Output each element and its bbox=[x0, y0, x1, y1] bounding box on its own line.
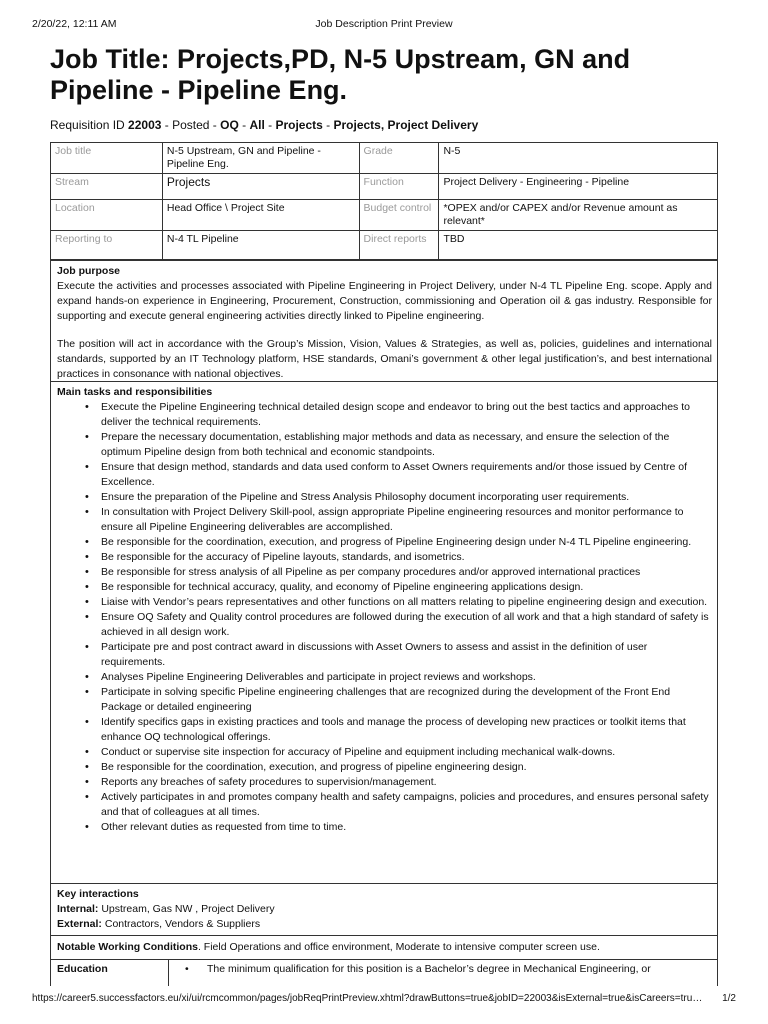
requisition-stream: Projects bbox=[275, 118, 323, 132]
task-item: • Be responsible for technical accuracy, quality, and economy of Pipeline engineering applications design. bbox=[81, 580, 712, 595]
grade-value: N-5 bbox=[439, 143, 718, 174]
internal-interactions bbox=[57, 902, 712, 917]
print-date: 2/20/22, 12:11 AM bbox=[32, 18, 117, 30]
task-item: • Be responsible for the accuracy of Pipeline layouts, standards, and isometrics. bbox=[81, 550, 712, 565]
task-item: • Analyses Pipeline Engineering Deliverables and participate in project reviews and workshops. bbox=[81, 670, 712, 685]
info-row bbox=[51, 174, 718, 200]
job-purpose-section bbox=[50, 260, 718, 382]
education-value: • The minimum qualification for this position is a Bachelor’s degree in Mechanical Engineering, or bbox=[207, 963, 651, 975]
budget-label: Budget control bbox=[359, 200, 439, 231]
job-purpose-paragraph: The position will act in accordance with the Group’s Mission, Vision, Values & Strategies, as well as, policies, guidelines and international standards, supported by an IT Technology platform, HSE standards, Omani’s government & other legal justification’s, and best international practices in consonance with national objectives. bbox=[57, 338, 712, 380]
task-item: • Participate pre and post contract award in discussions with Asset Owners to assess and assist in the definition of user requirements. bbox=[81, 640, 712, 670]
requisition-department: Projects, Project Delivery bbox=[333, 118, 479, 132]
internal-label: Internal: bbox=[57, 903, 99, 915]
stream-label: Stream bbox=[51, 174, 163, 200]
job-purpose-paragraph: Execute the activities and processes associated with Pipeline Engineering in Project Delivery, under N-4 TL Pipeline Eng. scope. Apply and expand hands-on experience in Engineering, Procurement, Construction, commissioning and Operation oil & gas industry. Responsible for supporting and execute general engineering activities directly linked to Pipeline engineering. bbox=[57, 280, 712, 322]
page-url: https://career5.successfactors.eu/xi/ui/rcmcommon/pages/jobReqPrintPreview.xhtml?drawButtons=true&jobID=22003&isExternal=true&isCareers=tru… bbox=[32, 993, 703, 1004]
info-row bbox=[51, 231, 718, 260]
task-item: • Ensure that design method, standards and data used conform to Asset Owners requirements and/or those issued by Centre of Excellence. bbox=[81, 460, 712, 490]
task-item: • Be responsible for the coordination, execution, and progress of Pipeline Engineering design under N-4 TL Pipeline engineering. bbox=[81, 535, 712, 550]
stream-value: Projects bbox=[162, 174, 359, 200]
internal-value: Upstream, Gas NW , Project Delivery bbox=[98, 903, 275, 915]
reporting-value: N-4 TL Pipeline bbox=[162, 231, 359, 260]
job-purpose-heading: Job purpose bbox=[57, 265, 121, 277]
education-label: Education bbox=[51, 960, 169, 986]
separator: - bbox=[322, 118, 334, 132]
separator: - bbox=[264, 118, 276, 132]
job-title-heading: Job Title: Projects,PD, N-5 Upstream, GN and Pipeline - Pipeline Eng. bbox=[50, 44, 631, 105]
task-item: • Be responsible for stress analysis of all Pipeline as per company procedures and/or approved international practices bbox=[81, 565, 712, 580]
task-item: • Reports any breaches of safety procedures to supervision/management. bbox=[81, 775, 712, 790]
info-row bbox=[51, 143, 718, 174]
education-section bbox=[50, 960, 718, 986]
location-value: Head Office \ Project Site bbox=[162, 200, 359, 231]
requisition-posted: - Posted - bbox=[161, 118, 221, 132]
requisition-scope: All bbox=[249, 118, 265, 132]
key-interactions-heading: Key interactions bbox=[57, 888, 139, 900]
print-page-title: Job Description Print Preview bbox=[315, 18, 453, 30]
key-interactions-section bbox=[50, 884, 718, 936]
task-item: • Prepare the necessary documentation, establishing major methods and data as necessary, and ensure the selection of the optimum Pipeline design from both technical and economic standpoints. bbox=[81, 430, 712, 460]
requisition-line bbox=[50, 118, 478, 132]
task-item: • Liaise with Vendor’s pears representatives and other functions on all matters relating to pipeline engineering design and execution. bbox=[81, 595, 712, 610]
working-conditions-section bbox=[50, 936, 718, 960]
task-item: • Conduct or supervise site inspection for accuracy of Pipeline and equipment including mechanical walk-downs. bbox=[81, 745, 712, 760]
task-item: • Execute the Pipeline Engineering technical detailed design scope and endeavor to bring out the best tactics and approaches to deliver the technical requirements. bbox=[81, 400, 712, 430]
location-label: Location bbox=[51, 200, 163, 231]
requisition-company: OQ bbox=[220, 118, 239, 132]
task-item: • Be responsible for the coordination, execution, and progress of pipeline engineering design. bbox=[81, 760, 712, 775]
requisition-prefix: Requisition ID bbox=[50, 118, 129, 132]
requisition-id: 22003 bbox=[128, 118, 162, 132]
external-interactions bbox=[57, 917, 712, 932]
grade-label: Grade bbox=[359, 143, 439, 174]
task-item: • In consultation with Project Delivery Skill-pool, assign appropriate Pipeline engineering resources and monitor performance to ensure all Pipeline Engineering deliverables are accomplished. bbox=[81, 505, 712, 535]
tasks-list bbox=[57, 400, 712, 835]
task-item: • Actively participates in and promotes company health and safety campaigns, policies and procedures, and ensures personal safety and that of colleagues at all times. bbox=[81, 790, 712, 820]
external-label: External: bbox=[57, 918, 102, 930]
info-row bbox=[51, 200, 718, 231]
page-number: 1/2 bbox=[722, 993, 736, 1004]
education-bullet bbox=[177, 963, 711, 975]
main-tasks-heading: Main tasks and responsibilities bbox=[57, 386, 213, 398]
function-label: Function bbox=[359, 174, 439, 200]
budget-value: *OPEX and/or CAPEX and/or Revenue amount as relevant* bbox=[439, 200, 718, 231]
job-title-value: N-5 Upstream, GN and Pipeline - Pipeline Eng. bbox=[162, 143, 359, 174]
direct-reports-label: Direct reports bbox=[359, 231, 439, 260]
task-item: • Other relevant duties as requested from time to time. bbox=[81, 820, 712, 835]
working-conditions-value: . Field Operations and office environment, Moderate to intensive computer screen use. bbox=[197, 941, 600, 953]
print-header bbox=[32, 18, 736, 32]
task-item: • Ensure OQ Safety and Quality control procedures are followed during the execution of all work and that a high standard of safety is achieved in all design work. bbox=[81, 610, 712, 640]
working-conditions-label: Notable Working Conditions bbox=[57, 941, 198, 953]
job-info-table bbox=[50, 142, 718, 260]
reporting-label: Reporting to bbox=[51, 231, 163, 260]
main-tasks-section bbox=[50, 382, 718, 884]
direct-reports-value: TBD bbox=[439, 231, 718, 260]
task-item: • Participate in solving specific Pipeline engineering challenges that are recognized during the development of the Front End Package or detailed engineering bbox=[81, 685, 712, 715]
external-value: Contractors, Vendors & Suppliers bbox=[101, 918, 261, 930]
task-item: • Identify specifics gaps in existing practices and tools and manage the process of developing new practices or toolkit items that enhance OQ technological offerings. bbox=[81, 715, 712, 745]
job-title-label: Job title bbox=[51, 143, 163, 174]
function-value: Project Delivery - Engineering - Pipeline bbox=[439, 174, 718, 200]
task-item: • Ensure the preparation of the Pipeline and Stress Analysis Philosophy document incorporating user requirements. bbox=[81, 490, 712, 505]
separator: - bbox=[238, 118, 250, 132]
